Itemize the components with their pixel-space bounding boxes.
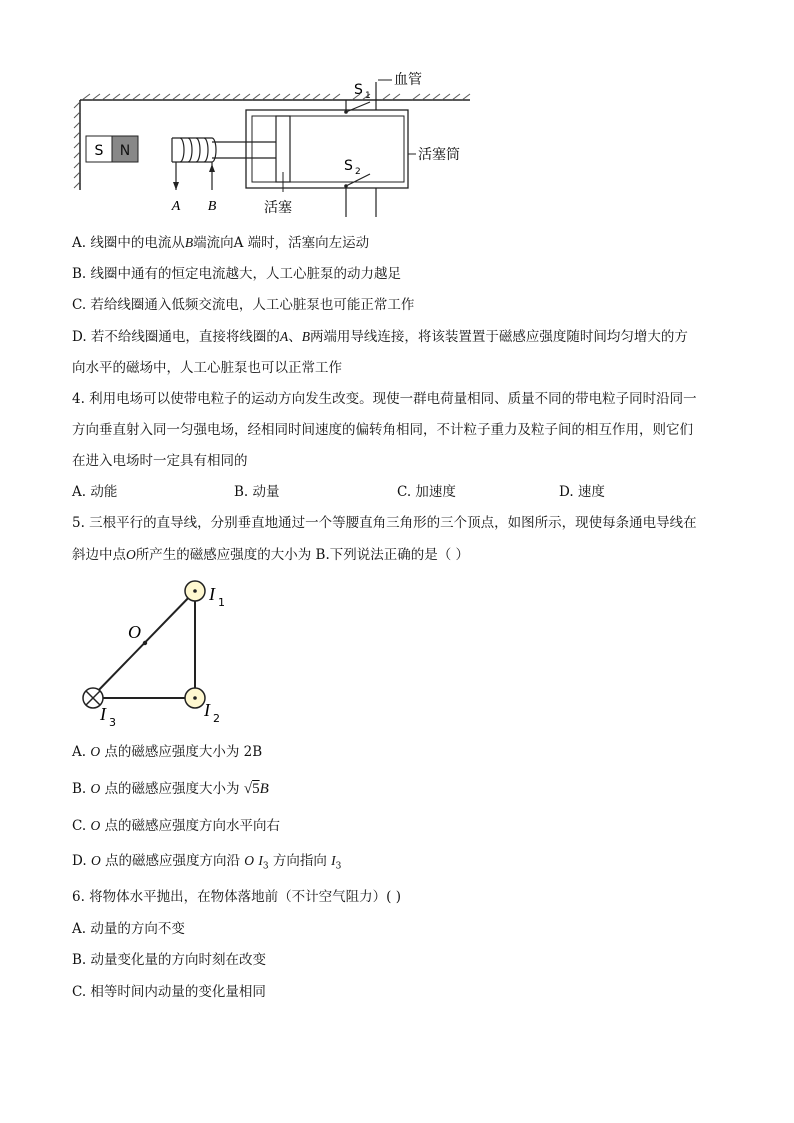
svg-text:I: I (204, 700, 210, 720)
q4-option-c: C. 加速度 (397, 484, 456, 500)
q4-option-d: D. 速度 (559, 484, 605, 500)
coil (172, 138, 216, 162)
q4-stem-line1: 4. 利用电场可以使带电粒子的运动方向发生改变。现使一群电荷量相同、质量不同的带电粒子同时沿同一 (72, 391, 697, 407)
q6-option-b: B. 动量变化量的方向时刻在改变 (72, 952, 267, 968)
svg-text:I: I (209, 584, 215, 604)
svg-text:2: 2 (355, 167, 361, 177)
svg-text:1: 1 (218, 596, 225, 609)
q5-stem-line1: 5. 三根平行的直导线，分别垂直地通过一个等腰直角三角形的三个顶点，如图所示，现使每条通电导线在 (72, 515, 697, 531)
sqrt-expression: √5B (243, 781, 269, 797)
triangle-wires-figure (74, 576, 244, 726)
heart-pump-figure (70, 62, 490, 222)
svg-text:3: 3 (109, 716, 116, 726)
q3-option-d-line2: 向水平的磁场中，人工心脏泵也可以正常工作 (72, 360, 342, 376)
q4-option-a: A. 动能 (72, 484, 118, 500)
piston-cylinder (246, 110, 408, 188)
svg-text:A: A (171, 199, 181, 214)
svg-text:活塞: 活塞 (264, 200, 292, 216)
svg-text:S: S (354, 82, 363, 98)
svg-text:活塞筒: 活塞筒 (418, 147, 460, 163)
q6-option-c: C. 相等时间内动量的变化量相同 (72, 984, 266, 1000)
svg-text:I: I (100, 704, 106, 724)
q5-option-c: C. O 点的磁感应强度方向水平向右 (72, 818, 280, 834)
q4-stem-line3: 在进入电场时一定具有相同的 (72, 453, 248, 469)
svg-text:S: S (94, 143, 104, 159)
svg-text:1: 1 (365, 91, 371, 101)
svg-text:2: 2 (213, 712, 220, 725)
q4-stem-line2: 方向垂直射入同一匀强电场，经相同时间速度的偏转角相同，不计粒子重力及粒子间的相互作用，则它们 (72, 422, 693, 438)
svg-text:S: S (344, 158, 353, 174)
q4-options (72, 483, 732, 501)
q6-option-a: A. 动量的方向不变 (72, 921, 185, 937)
point-o (143, 641, 147, 645)
q5-stem-line2: 斜边中点O所产生的磁感应强度的大小为 B.下列说法正确的是（ ） (72, 547, 470, 563)
q5-option-b: B. O 点的磁感应强度大小为 √5B (72, 781, 269, 797)
svg-text:N: N (119, 143, 131, 159)
svg-text:血管: 血管 (394, 72, 422, 88)
q6-stem: 6. 将物体水平抛出，在物体落地前（不计空气阻力）( ) (72, 889, 401, 905)
q5-option-d: D. O 点的磁感应强度方向沿 O $I_3$ 方向指向 $I_3$ (72, 853, 342, 872)
q5-option-a: A. O 点的磁感应强度大小为 2B (72, 744, 263, 760)
q3-option-c: C. 若给线圈通入低频交流电，人工心脏泵也可能正常工作 (72, 297, 415, 313)
q3-option-a: A. 线圈中的电流从B端流向A 端时，活塞向左运动 (72, 235, 370, 251)
q3-option-b: B. 线圈中通有的恒定电流越大，人工心脏泵的动力越足 (72, 266, 402, 282)
q4-option-b: B. 动量 (234, 484, 280, 500)
svg-text:B: B (207, 199, 217, 214)
svg-text:O: O (128, 622, 141, 642)
q3-option-d: D. 若不给线圈通电，直接将线圈的A、B两端用导线连接，将该装置置于磁感应强度随时间均匀增大的方 (72, 329, 688, 345)
